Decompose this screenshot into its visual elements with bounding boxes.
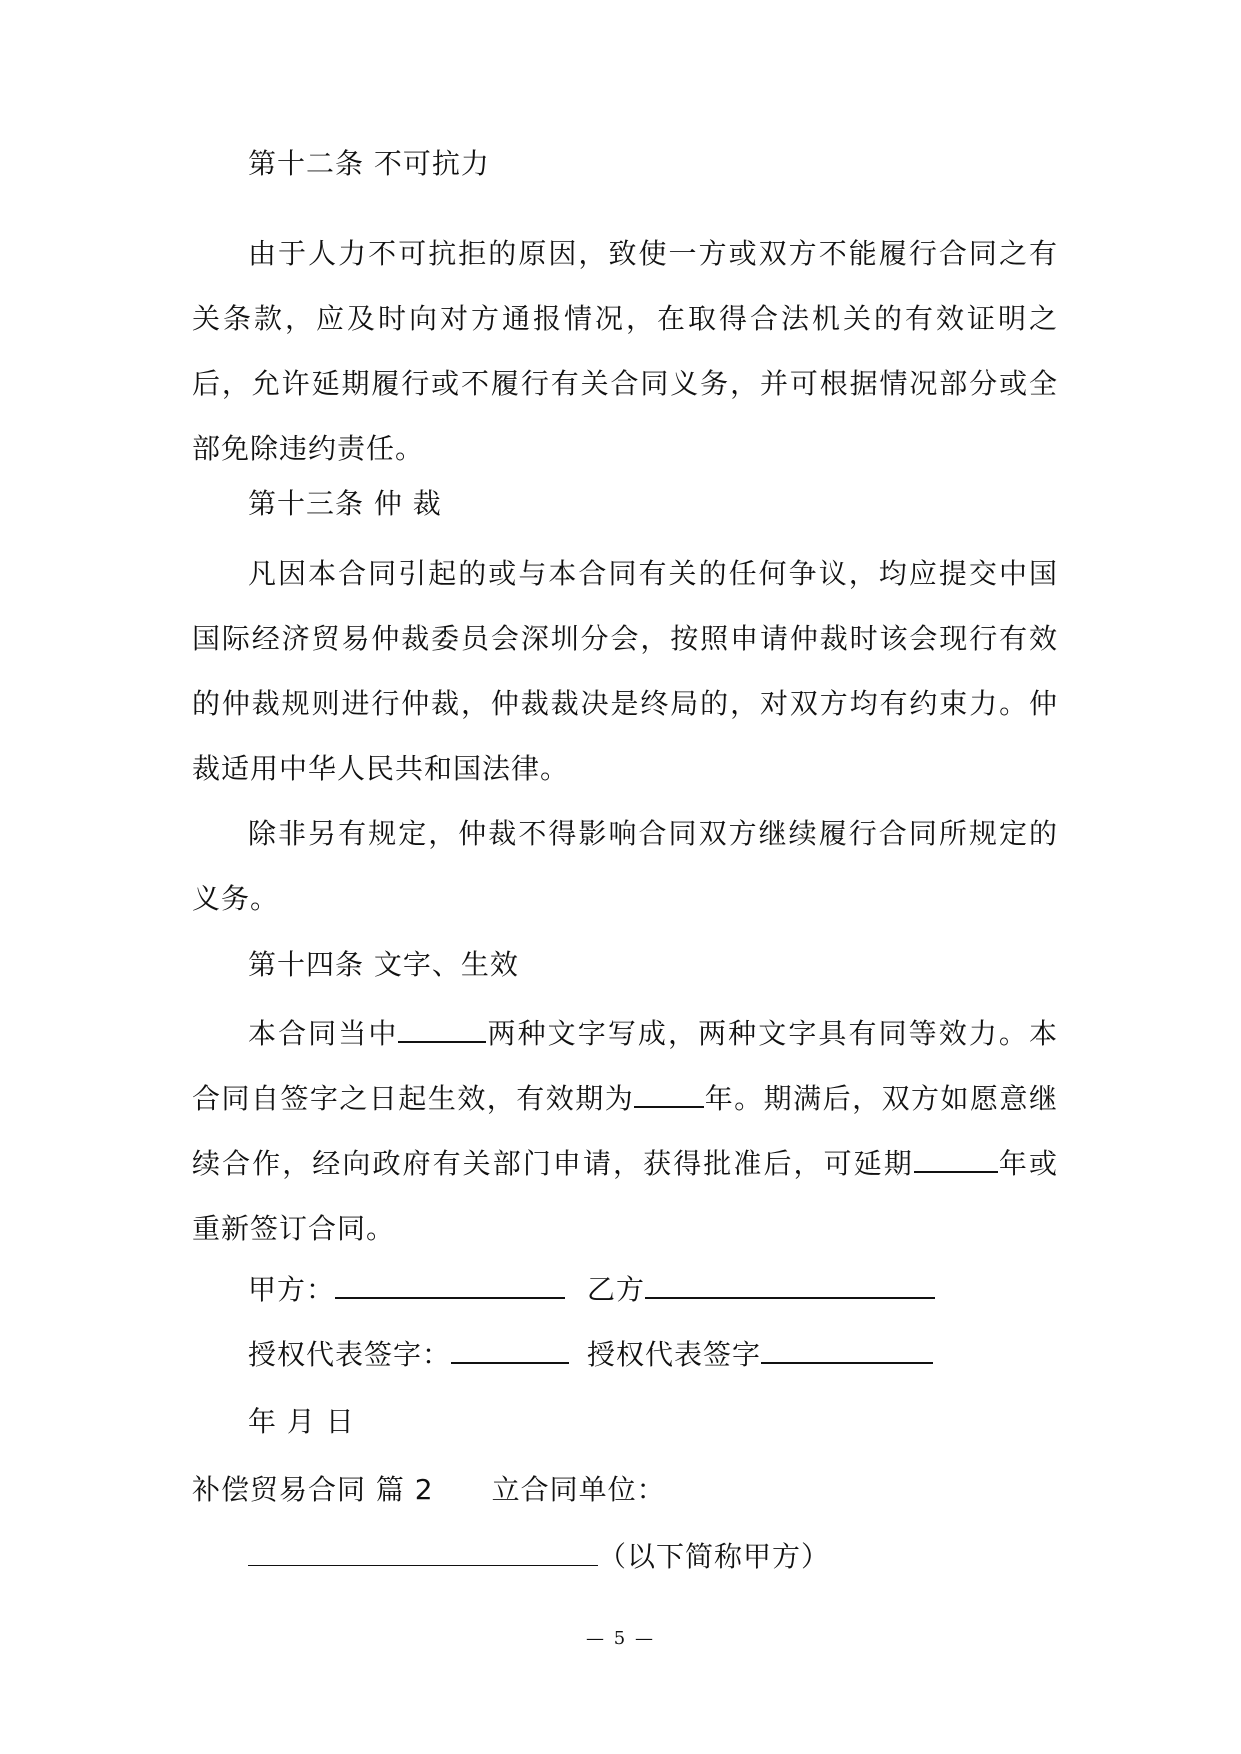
party-b-blank — [645, 1273, 935, 1299]
rep-a-label: 授权代表签字： — [248, 1338, 452, 1371]
article-13-body — [192, 541, 1058, 801]
party-b-label: 乙方 — [587, 1273, 646, 1306]
contract-unit-label: 立合同单位： — [491, 1473, 666, 1506]
party-a-unit-blank — [248, 1541, 598, 1566]
party-a-note: （以下简称甲方） — [598, 1540, 831, 1573]
article-14-seg-4: 年或重新签订合同。 — [192, 1147, 1058, 1245]
article-13-paragraph-1: 凡因本合同引起的或与本合同有关的任何争议，均应提交中国国际经济贸易仲裁委员会深圳分会，按照申请仲裁时该会现行有效的仲裁规则进行仲裁，仲裁裁决是终局的，对双方均有约束力。仲裁适用中华人民共和国法律。 — [192, 557, 1058, 785]
next-contract-line — [192, 1470, 666, 1510]
page-number: — 5 — — [586, 1628, 655, 1649]
article-14-body — [192, 1001, 1058, 1261]
party-a-unit-line — [248, 1537, 830, 1577]
article-12-title: 第十二条 不可抗力 — [248, 147, 490, 180]
party-signature-line — [248, 1270, 935, 1310]
rep-b-blank — [761, 1338, 933, 1364]
extension-years-blank — [914, 1147, 998, 1173]
article-13-title: 第十三条 仲 裁 — [248, 487, 442, 520]
representative-signature-line — [248, 1335, 933, 1375]
date-line: 年 月 日 — [248, 1405, 355, 1438]
rep-a-blank — [451, 1338, 569, 1364]
article-14-seg-3: 年。期满后，双方如愿意继续合作，经向政府有关部门申请，获得批准后，可延期 — [192, 1082, 1058, 1180]
article-13-body-2 — [192, 801, 1058, 931]
party-a-label: 甲方： — [248, 1273, 336, 1306]
article-14-paragraph — [192, 1001, 1058, 1261]
article-14-seg-1: 本合同当中 — [248, 1017, 399, 1050]
party-a-blank — [335, 1273, 565, 1299]
article-12-body — [192, 221, 1058, 481]
validity-years-blank — [634, 1082, 704, 1108]
article-13-paragraph-2: 除非另有规定，仲裁不得影响合同双方继续履行合同所规定的义务。 — [192, 817, 1058, 915]
article-14-title: 第十四条 文字、生效 — [248, 948, 519, 981]
article-12-paragraph: 由于人力不可抗拒的原因，致使一方或双方不能履行合同之有关条款，应及时向对方通报情况，在取得合法机关的有效证明之后，允许延期履行或不履行有关合同义务，并可根据情况部分或全部免除违约责任。 — [192, 237, 1058, 465]
rep-b-label: 授权代表签字 — [587, 1338, 762, 1371]
language-blank — [398, 1017, 486, 1043]
article-14-seg-2: 两种文字写成，两种文字具有同等效力。本合同自签字之日起生效，有效期为 — [192, 1017, 1058, 1115]
next-contract-title: 补偿贸易合同 篇 2 — [192, 1473, 434, 1506]
